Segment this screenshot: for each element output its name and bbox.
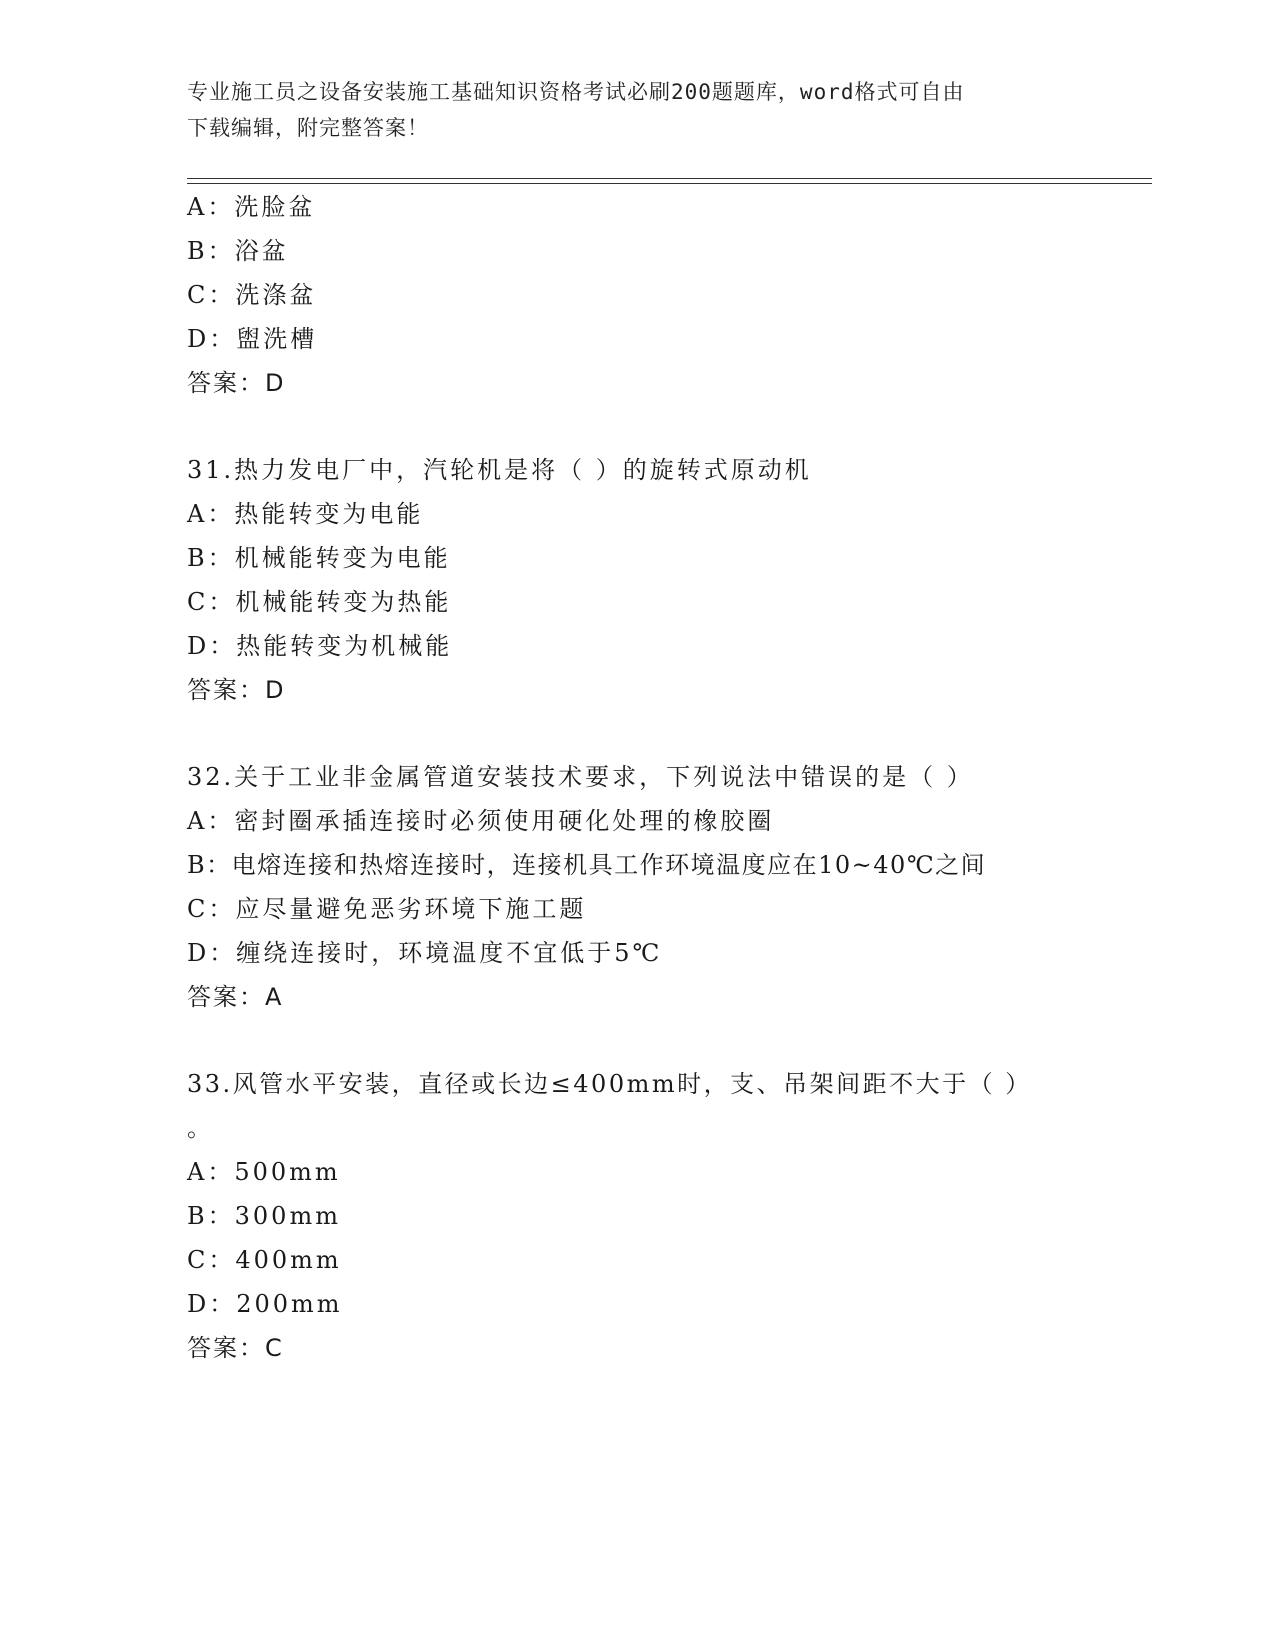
q30-option-a: A：洗脸盆: [187, 193, 316, 221]
q32-question: 32.关于工业非金属管道安装技术要求，下列说法中错误的是（ ）: [187, 763, 974, 791]
header-line-2: 下载编辑，附完整答案！: [187, 116, 429, 140]
q32-option-d: D：缠绕连接时，环境温度不宜低于5℃: [187, 939, 663, 967]
q33-question: 33.风管水平安装，直径或长边≤400mm时，支、吊架间距不大于（ ）: [187, 1070, 1032, 1098]
q30-option-b: B：浴盆: [187, 237, 289, 265]
q33-option-d: D：200mm: [187, 1290, 343, 1318]
q32-option-c: C：应尽量避免恶劣环境下施工题: [187, 895, 587, 923]
q33-option-c: C：400mm: [187, 1246, 342, 1274]
q31-option-b: B：机械能转变为电能: [187, 544, 451, 572]
q31-question: 31.热力发电厂中，汽轮机是将（ ）的旋转式原动机: [187, 456, 812, 484]
q31-option-d: D：热能转变为机械能: [187, 632, 453, 660]
q31-option-c: C：机械能转变为热能: [187, 588, 452, 616]
q30-answer: 答案：D: [187, 369, 286, 397]
q31-answer: 答案：D: [187, 676, 286, 704]
header-divider-top: [187, 178, 1152, 179]
q32-answer: 答案：A: [187, 983, 284, 1011]
q30-option-d: D：盥洗槽: [187, 325, 318, 353]
header-line-1: 专业施工员之设备安装施工基础知识资格考试必刷200题题库，word格式可自由: [187, 80, 965, 104]
q32-option-a: A：密封圈承插连接时必须使用硬化处理的橡胶圈: [187, 807, 775, 835]
q31-option-a: A：热能转变为电能: [187, 500, 424, 528]
q33-option-b: B：300mm: [187, 1202, 341, 1230]
q32-option-b: B：电熔连接和热熔连接时，连接机具工作环境温度应在10~40℃之间: [187, 851, 987, 879]
q33-option-a: A：500mm: [187, 1158, 341, 1186]
header-divider-bottom: [187, 183, 1152, 184]
document-header: [187, 74, 1067, 146]
q33-question-continuation: 。: [187, 1114, 214, 1142]
q33-answer: 答案：C: [187, 1334, 284, 1362]
q30-option-c: C：洗涤盆: [187, 281, 317, 309]
